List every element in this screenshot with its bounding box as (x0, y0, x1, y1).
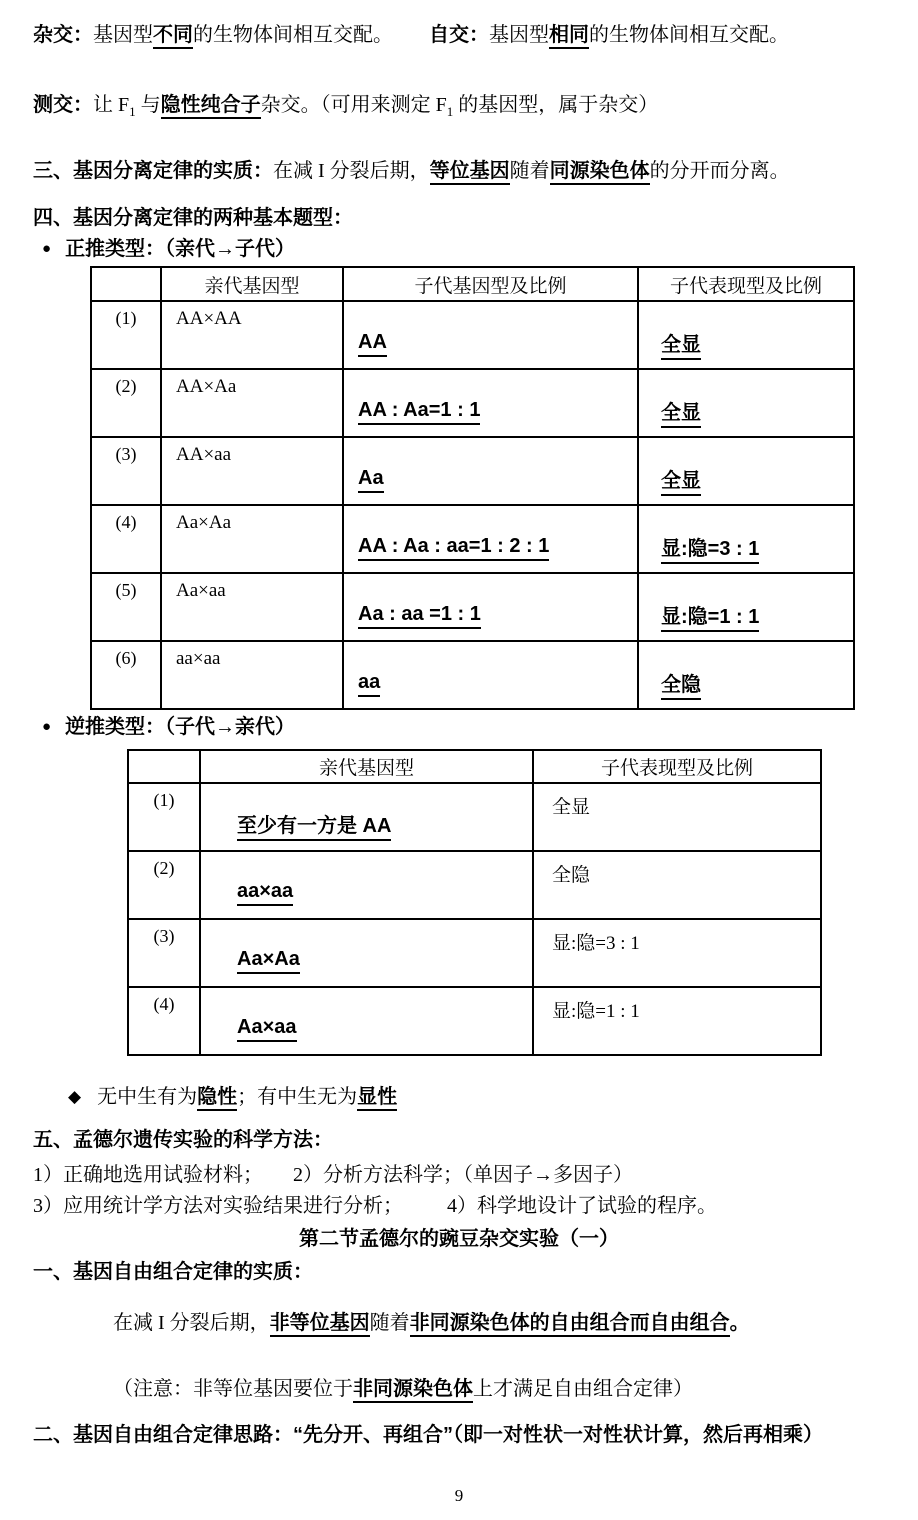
parent-cross-cell: AA×AA (161, 301, 343, 369)
reverse-table-row (128, 851, 821, 919)
offspring-genotype-cell (343, 437, 638, 505)
parent-genotype-cell (200, 987, 533, 1055)
offspring-phenotype-cell (638, 573, 854, 641)
header-parent-genotype: 亲代基因型 (161, 267, 343, 301)
row-number: (3) (91, 437, 161, 505)
parent-genotype-value: aa×aa (237, 880, 293, 906)
header-blank-cell (128, 750, 200, 783)
offspring-genotype-value: AA (358, 331, 387, 357)
row-number: (4) (128, 987, 200, 1055)
section2-title: 第二节孟德尔的豌豆杂交实验（一） (299, 1228, 619, 1250)
diamond-term-recessive: 隐性 (197, 1086, 237, 1111)
testcross-pre-text: 让 F (93, 94, 130, 116)
row-number: (6) (91, 641, 161, 709)
forward-table-header-row (91, 267, 854, 301)
parent-genotype-value: 至少有一方是 AA (237, 815, 391, 841)
forward-table (90, 266, 855, 710)
section5-items-row1 (33, 1160, 633, 1190)
offspring-phenotype-cell (638, 301, 854, 369)
essence-mid-text: 随着 (369, 1312, 410, 1334)
header-offspring-phenotype: 子代表现型及比例 (638, 267, 854, 301)
offspring-genotype-value: aa (358, 671, 380, 697)
method-item-3: 3）应用统计学方法对实验结果进行分析； (33, 1195, 403, 1217)
offspring-phenotype-cell: 全显 (533, 783, 821, 851)
offspring-phenotype-value: 显:隐=1 : 1 (661, 606, 759, 632)
method-item-1: 1）正确地选用试验材料； (33, 1164, 263, 1186)
offspring-genotype-cell (343, 505, 638, 573)
offspring-genotype-value: Aa (358, 467, 384, 493)
offspring-genotype-value: AA : Aa=1 : 1 (358, 399, 480, 425)
row-number: (3) (128, 919, 200, 987)
reverse-table-row (128, 783, 821, 851)
idea-text: “先分开、再组合”（即一对性状一对性状计算，然后再相乘） (293, 1424, 823, 1446)
method-item-2: 2）分析方法科学；（单因子→多因子） (293, 1164, 633, 1186)
essence-term-nonhomologous: 非同源染色体的自由组合而自由组合 (410, 1312, 730, 1337)
free-combination-idea-line (33, 1420, 823, 1450)
parent-genotype-value: Aa×Aa (237, 948, 300, 974)
section3-label: 三、基因分离定律的实质： (33, 160, 273, 182)
header-parent-genotype: 亲代基因型 (200, 750, 533, 783)
diamond-icon: ◆ (68, 1087, 82, 1106)
row-number: (2) (91, 369, 161, 437)
diamond-pre-text: 无中生有为 (97, 1086, 198, 1108)
section3-term-allele: 等位基因 (430, 160, 510, 185)
definition-line-hybrid-self (33, 20, 789, 50)
section5-items-row2 (33, 1191, 717, 1221)
parent-cross-cell: aa×aa (161, 641, 343, 709)
parent-cross-cell: AA×aa (161, 437, 343, 505)
forward-table-row (91, 301, 854, 369)
reverse-table-row (128, 987, 821, 1055)
diamond-note-line (68, 1082, 397, 1112)
parent-cross-cell: Aa×aa (161, 573, 343, 641)
offspring-genotype-cell (343, 369, 638, 437)
testcross-term: 隐性纯合子 (161, 94, 261, 119)
testcross-label: 测交： (33, 94, 93, 116)
offspring-phenotype-value: 全显 (661, 402, 701, 428)
offspring-genotype-cell (343, 573, 638, 641)
parent-genotype-value: Aa×aa (237, 1016, 297, 1042)
offspring-genotype-value: AA : Aa : aa=1 : 2 : 1 (358, 535, 549, 561)
hybrid-term: 不同 (153, 24, 193, 49)
testcross-end-text: 的基因型，属于杂交） (453, 94, 659, 116)
offspring-phenotype-value: 显:隐=3 : 1 (661, 538, 759, 564)
parent-genotype-cell (200, 919, 533, 987)
forward-table-row (91, 437, 854, 505)
parent-genotype-cell (200, 851, 533, 919)
section5-heading: 五、孟德尔遗传实验的科学方法： (33, 1129, 333, 1151)
f1-subscript: 1 (446, 104, 454, 119)
note-term-nonhomologous: 非同源染色体 (353, 1378, 473, 1403)
method-item-4: 4）科学地设计了试验的程序。 (447, 1195, 717, 1217)
hybrid-post-text: 的生物体间相互交配。 (193, 24, 393, 46)
definition-line-testcross (33, 90, 658, 127)
bullet-circle-icon: ● (42, 241, 52, 257)
self-pre-text: 基因型 (489, 24, 549, 46)
parent-cross-cell: Aa×Aa (161, 505, 343, 573)
row-number: (1) (128, 783, 200, 851)
self-post-text: 的生物体间相互交配。 (589, 24, 789, 46)
header-offspring-phenotype: 子代表现型及比例 (533, 750, 821, 783)
section3-mid-text: 随着 (509, 160, 550, 182)
idea-label: 二、基因自由组合定律思路： (33, 1424, 293, 1446)
essence-term-nonallele: 非等位基因 (270, 1312, 370, 1337)
free-combination-heading: 一、基因自由组合定律的实质： (33, 1261, 313, 1283)
offspring-phenotype-cell: 全隐 (533, 851, 821, 919)
offspring-phenotype-cell: 显:隐=1 : 1 (533, 987, 821, 1055)
hybrid-pre-text: 基因型 (93, 24, 153, 46)
row-number: (2) (128, 851, 200, 919)
offspring-phenotype-cell (638, 505, 854, 573)
row-number: (5) (91, 573, 161, 641)
row-number: (4) (91, 505, 161, 573)
offspring-phenotype-cell (638, 437, 854, 505)
section4-heading: 四、基因分离定律的两种基本题型： (33, 207, 353, 229)
header-offspring-genotype: 子代基因型及比例 (343, 267, 638, 301)
essence-pre-text: 在减 I 分裂后期， (113, 1312, 270, 1334)
section3-post-text: 的分开而分离。 (649, 160, 790, 182)
bullet-circle-icon: ● (42, 719, 52, 735)
offspring-phenotype-value: 全显 (661, 334, 701, 360)
reverse-table-row (128, 919, 821, 987)
reverse-table (127, 749, 822, 1056)
row-number: (1) (91, 301, 161, 369)
section3-heading-line (33, 156, 790, 186)
forward-table-row (91, 641, 854, 709)
diamond-mid-text: ；有中生无为 (237, 1086, 358, 1108)
section3-term-homologous: 同源染色体 (550, 160, 650, 185)
self-term: 相同 (549, 24, 589, 49)
forward-type-bullet-line (42, 234, 295, 264)
note-pre-text: （注意：非等位基因要位于 (113, 1378, 353, 1400)
self-label: 自交： (429, 24, 489, 46)
section3-pre-text: 在减 I 分裂后期， (273, 160, 430, 182)
offspring-genotype-value: Aa : aa =1 : 1 (358, 603, 481, 629)
reverse-type-label: 逆推类型：（子代→亲代） (65, 716, 296, 738)
header-blank-cell (91, 267, 161, 301)
forward-table-row (91, 573, 854, 641)
testcross-post-text: 杂交。（可用来测定 F (260, 94, 447, 116)
hybrid-label: 杂交： (33, 24, 93, 46)
parent-cross-cell: AA×Aa (161, 369, 343, 437)
offspring-phenotype-value: 全显 (661, 470, 701, 496)
offspring-genotype-cell (343, 641, 638, 709)
parent-genotype-cell (200, 783, 533, 851)
note-post-text: 上才满足自由组合定律） (473, 1378, 693, 1400)
forward-table-row (91, 369, 854, 437)
offspring-phenotype-cell (638, 641, 854, 709)
diamond-term-dominant: 显性 (357, 1086, 397, 1111)
forward-type-label: 正推类型：（亲代→子代） (65, 238, 296, 260)
essence-end-text: 。 (729, 1312, 750, 1334)
offspring-phenotype-cell: 显:隐=3 : 1 (533, 919, 821, 987)
offspring-genotype-cell (343, 301, 638, 369)
free-combination-note-line (113, 1374, 693, 1404)
free-combination-essence-line (113, 1308, 750, 1338)
testcross-mid-text: 与 (135, 94, 161, 116)
offspring-phenotype-value: 全隐 (661, 674, 701, 700)
page-number: 9 (454, 1486, 464, 1505)
reverse-table-header-row (128, 750, 821, 783)
forward-table-row (91, 505, 854, 573)
reverse-type-bullet-line (42, 712, 295, 742)
offspring-phenotype-cell (638, 369, 854, 437)
f1-subscript: 1 (129, 104, 136, 119)
